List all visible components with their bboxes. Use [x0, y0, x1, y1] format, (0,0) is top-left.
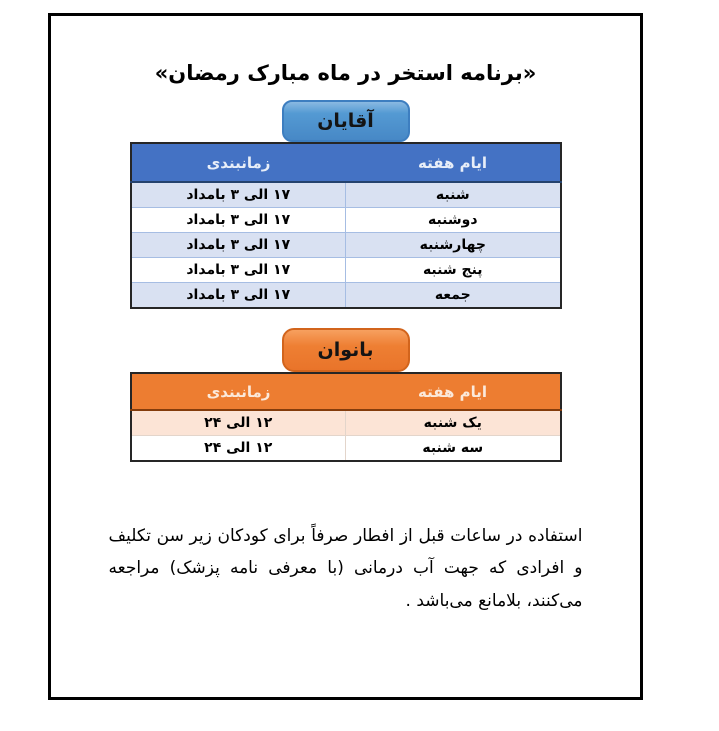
days-column-header: ایام هفته [346, 373, 561, 410]
table-header-row [131, 373, 561, 410]
mens-schedule-table [130, 142, 562, 309]
page-title: «برنامه استخر در ماه مبارک رمضان» [154, 61, 537, 85]
table-row [131, 410, 561, 436]
schedule-column-header: زمانبندی [131, 373, 346, 410]
day-cell: شنبه [346, 182, 561, 208]
table-row [131, 258, 561, 283]
day-cell: یک شنبه [346, 410, 561, 436]
table-row [131, 233, 561, 258]
time-cell: ۱۷ الی ۳ بامداد [131, 283, 346, 309]
footer-note: استفاده در ساعات قبل از افطار صرفاً برای کودکان زیر سن تکلیف و افرادی که جهت آب درمانی (با معرفی نامه پزشک) مراجعه می‌کنند، بلامانع می‌باشد . [108, 526, 583, 611]
table-row [131, 208, 561, 233]
time-cell: ۱۷ الی ۳ بامداد [131, 233, 346, 258]
table-header-row [131, 143, 561, 182]
schedule-column-header: زمانبندی [131, 143, 346, 182]
table-row [131, 436, 561, 462]
mens-section-label: آقایان [317, 110, 374, 132]
day-cell: دوشنبه [346, 208, 561, 233]
day-cell: پنج شنبه [346, 258, 561, 283]
page-frame [48, 13, 643, 700]
day-cell: چهارشنبه [346, 233, 561, 258]
day-cell: سه شنبه [346, 436, 561, 462]
mens-section-button [282, 100, 410, 142]
time-cell: ۱۷ الی ۳ بامداد [131, 182, 346, 208]
womens-section-button [282, 328, 410, 372]
time-cell: ۱۷ الی ۳ بامداد [131, 258, 346, 283]
table-row [131, 182, 561, 208]
days-column-header: ایام هفته [346, 143, 561, 182]
day-cell: جمعه [346, 283, 561, 309]
time-cell: ۱۲ الی ۲۴ [131, 410, 346, 436]
womens-section-label: بانوان [317, 339, 374, 361]
womens-schedule-table [130, 372, 562, 462]
table-row [131, 283, 561, 309]
time-cell: ۱۷ الی ۳ بامداد [131, 208, 346, 233]
time-cell: ۱۲ الی ۲۴ [131, 436, 346, 462]
